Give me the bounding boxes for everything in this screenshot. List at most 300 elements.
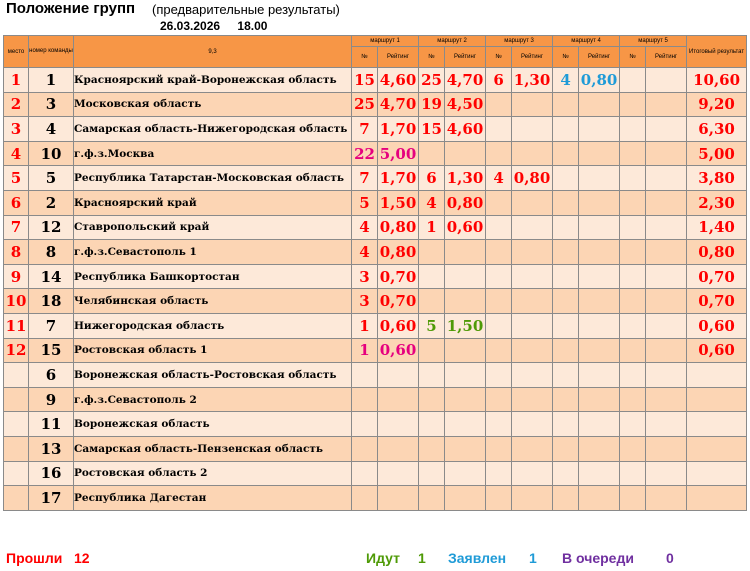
route-5-rating-cell [646, 240, 687, 265]
route-5-rating-cell [646, 289, 687, 314]
table-row [4, 436, 747, 461]
route-2-number-cell [419, 412, 445, 437]
route-3-rating-cell [512, 363, 553, 388]
route-3-number-cell [486, 289, 512, 314]
region-name-cell: Ставропольский край [74, 215, 352, 240]
route-2-number-cell: 15 [419, 117, 445, 142]
total-cell [687, 486, 747, 511]
route-1-rating-cell: 0,80 [378, 240, 419, 265]
route-5-number-cell [620, 338, 646, 363]
route-1-number-cell [352, 436, 378, 461]
route-4-rating-cell [579, 363, 620, 388]
route-5-number-cell [620, 289, 646, 314]
col-header-route-4: маршрут 4 [553, 36, 620, 47]
route-2-rating-cell [445, 461, 486, 486]
route-1-number-cell: 4 [352, 215, 378, 240]
route-3-number-cell [486, 486, 512, 511]
total-cell: 6,30 [687, 117, 747, 142]
route-3-rating-cell [512, 240, 553, 265]
route-2-number-cell [419, 461, 445, 486]
table-row [4, 92, 747, 117]
region-name-cell: Республика Татарстан-Московская область [74, 166, 352, 191]
region-name-cell: г.ф.з.Москва [74, 141, 352, 166]
table-row [4, 363, 747, 388]
route-3-number-cell [486, 338, 512, 363]
region-name-cell: Нижегородская область [74, 313, 352, 338]
route-5-rating-cell [646, 486, 687, 511]
route-4-rating-cell [579, 240, 620, 265]
report-time: 18.00 [237, 19, 268, 33]
route-3-number-cell [486, 117, 512, 142]
place-cell: 10 [4, 289, 29, 314]
place-cell: 8 [4, 240, 29, 265]
route-2-number-cell [419, 387, 445, 412]
region-name-cell: Воронежская область-Ростовская область [74, 363, 352, 388]
route-2-rating-cell [445, 289, 486, 314]
route-3-rating-cell [512, 264, 553, 289]
place-cell [4, 436, 29, 461]
route-4-number-cell [553, 387, 579, 412]
route-4-rating-cell [579, 486, 620, 511]
route-2-rating-cell [445, 240, 486, 265]
col-header-rating: Рейтинг [378, 47, 419, 68]
team-number-cell: 13 [29, 436, 74, 461]
route-1-number-cell: 22 [352, 141, 378, 166]
route-2-rating-cell: 0,60 [445, 215, 486, 240]
table-row [4, 141, 747, 166]
route-1-number-cell: 3 [352, 289, 378, 314]
route-1-rating-cell: 1,50 [378, 190, 419, 215]
route-2-rating-cell: 4,60 [445, 117, 486, 142]
passed-value: 12 [74, 550, 90, 566]
total-cell: 3,80 [687, 166, 747, 191]
route-3-rating-cell [512, 215, 553, 240]
route-4-number-cell [553, 190, 579, 215]
route-3-rating-cell [512, 141, 553, 166]
route-3-rating-cell: 0,80 [512, 166, 553, 191]
region-name-cell: Челябинская область [74, 289, 352, 314]
route-5-rating-cell [646, 166, 687, 191]
route-1-rating-cell: 0,60 [378, 313, 419, 338]
route-2-rating-cell: 0,80 [445, 190, 486, 215]
route-1-number-cell [352, 486, 378, 511]
route-4-rating-cell [579, 461, 620, 486]
route-5-number-cell [620, 412, 646, 437]
route-4-number-cell [553, 215, 579, 240]
route-1-rating-cell: 0,70 [378, 289, 419, 314]
route-5-number-cell [620, 240, 646, 265]
total-cell [687, 412, 747, 437]
route-4-rating-cell [579, 338, 620, 363]
table-row [4, 486, 747, 511]
route-2-number-cell [419, 338, 445, 363]
passed-label: Прошли [6, 550, 63, 566]
total-cell: 1,40 [687, 215, 747, 240]
region-name-cell: Ростовская область 2 [74, 461, 352, 486]
team-number-cell: 6 [29, 363, 74, 388]
route-4-number-cell [553, 240, 579, 265]
route-1-number-cell: 4 [352, 240, 378, 265]
team-number-cell: 3 [29, 92, 74, 117]
route-5-number-cell [620, 387, 646, 412]
route-4-number-cell [553, 486, 579, 511]
route-1-number-cell: 15 [352, 68, 378, 93]
route-2-number-cell [419, 240, 445, 265]
going-value: 1 [418, 550, 426, 566]
col-header-num: № [419, 47, 445, 68]
route-5-rating-cell [646, 363, 687, 388]
region-name-cell: Самарская область-Пензенская область [74, 436, 352, 461]
route-2-rating-cell: 4,50 [445, 92, 486, 117]
col-header-team-number: номер команды [29, 36, 74, 68]
route-1-rating-cell: 0,70 [378, 264, 419, 289]
total-cell: 0,80 [687, 240, 747, 265]
route-3-number-cell [486, 436, 512, 461]
region-name-cell: г.ф.з.Севастополь 1 [74, 240, 352, 265]
route-5-rating-cell [646, 313, 687, 338]
route-5-number-cell [620, 486, 646, 511]
route-5-rating-cell [646, 68, 687, 93]
route-1-rating-cell: 4,70 [378, 92, 419, 117]
col-header-num: № [553, 47, 579, 68]
col-header-num: № [352, 47, 378, 68]
table-row [4, 461, 747, 486]
route-2-rating-cell [445, 387, 486, 412]
route-4-number-cell [553, 92, 579, 117]
route-3-rating-cell [512, 313, 553, 338]
region-name-cell: Московская область [74, 92, 352, 117]
route-3-number-cell [486, 313, 512, 338]
route-4-rating-cell [579, 289, 620, 314]
route-1-number-cell [352, 461, 378, 486]
route-4-rating-cell: 0,80 [579, 68, 620, 93]
place-cell: 3 [4, 117, 29, 142]
page-subtitle: (предварительные результаты) [152, 2, 340, 17]
region-name-cell: Самарская область-Нижегородская область [74, 117, 352, 142]
place-cell [4, 461, 29, 486]
col-header-route-5: маршрут 5 [620, 36, 687, 47]
route-1-number-cell [352, 412, 378, 437]
date-time [160, 19, 281, 33]
route-3-rating-cell [512, 92, 553, 117]
route-1-number-cell [352, 363, 378, 388]
route-1-number-cell: 1 [352, 313, 378, 338]
report-date: 26.03.2026 [160, 19, 221, 33]
route-1-number-cell [352, 387, 378, 412]
route-3-number-cell [486, 240, 512, 265]
route-2-rating-cell [445, 412, 486, 437]
route-2-number-cell [419, 436, 445, 461]
route-3-rating-cell [512, 461, 553, 486]
going-label: Идут [366, 550, 400, 566]
region-name-cell: Красноярский край [74, 190, 352, 215]
col-header-total: Итоговый результат [687, 36, 747, 68]
col-header-num: № [486, 47, 512, 68]
place-cell: 5 [4, 166, 29, 191]
route-2-rating-cell [445, 363, 486, 388]
team-number-cell: 1 [29, 68, 74, 93]
col-header-rating: Рейтинг [512, 47, 553, 68]
route-2-number-cell: 4 [419, 190, 445, 215]
route-5-rating-cell [646, 461, 687, 486]
route-5-number-cell [620, 117, 646, 142]
route-2-rating-cell [445, 338, 486, 363]
route-2-number-cell: 5 [419, 313, 445, 338]
table-row [4, 240, 747, 265]
route-5-rating-cell [646, 436, 687, 461]
col-header-rating: Рейтинг [646, 47, 687, 68]
total-cell: 9,20 [687, 92, 747, 117]
route-2-number-cell [419, 264, 445, 289]
route-3-rating-cell [512, 117, 553, 142]
route-5-number-cell [620, 92, 646, 117]
col-header-rating: Рейтинг [579, 47, 620, 68]
route-1-rating-cell: 1,70 [378, 166, 419, 191]
route-4-number-cell: 4 [553, 68, 579, 93]
route-5-rating-cell [646, 117, 687, 142]
total-cell: 0,60 [687, 313, 747, 338]
place-cell: 7 [4, 215, 29, 240]
table-row [4, 412, 747, 437]
route-3-number-cell: 6 [486, 68, 512, 93]
col-header-rating: Рейтинг [445, 47, 486, 68]
route-2-rating-cell: 4,70 [445, 68, 486, 93]
declared-value: 1 [529, 550, 537, 566]
route-4-number-cell [553, 338, 579, 363]
total-cell: 0,70 [687, 289, 747, 314]
table-row [4, 289, 747, 314]
route-2-number-cell: 25 [419, 68, 445, 93]
place-cell [4, 486, 29, 511]
place-cell: 4 [4, 141, 29, 166]
route-1-rating-cell [378, 387, 419, 412]
col-header-num: № [620, 47, 646, 68]
team-number-cell: 2 [29, 190, 74, 215]
place-cell [4, 387, 29, 412]
region-name-cell: Красноярский край-Воронежская область [74, 68, 352, 93]
team-number-cell: 18 [29, 289, 74, 314]
route-5-number-cell [620, 190, 646, 215]
route-2-number-cell: 1 [419, 215, 445, 240]
route-1-number-cell: 25 [352, 92, 378, 117]
place-cell: 9 [4, 264, 29, 289]
route-3-number-cell [486, 190, 512, 215]
route-3-rating-cell [512, 190, 553, 215]
route-3-number-cell [486, 264, 512, 289]
header [0, 0, 750, 36]
col-header-region: 9,3 [74, 36, 352, 68]
route-2-number-cell [419, 141, 445, 166]
route-2-rating-cell [445, 486, 486, 511]
region-name-cell: Республика Дагестан [74, 486, 352, 511]
table-row [4, 387, 747, 412]
route-2-number-cell [419, 289, 445, 314]
route-1-number-cell: 3 [352, 264, 378, 289]
route-1-number-cell: 7 [352, 117, 378, 142]
route-1-number-cell: 7 [352, 166, 378, 191]
route-3-number-cell [486, 215, 512, 240]
region-name-cell: Республика Башкортостан [74, 264, 352, 289]
route-3-rating-cell [512, 338, 553, 363]
total-cell: 5,00 [687, 141, 747, 166]
total-cell: 2,30 [687, 190, 747, 215]
col-header-route-1: маршрут 1 [352, 36, 419, 47]
route-3-number-cell [486, 141, 512, 166]
route-4-rating-cell [579, 141, 620, 166]
route-4-number-cell [553, 141, 579, 166]
standings-table [3, 35, 747, 511]
header-row-1 [4, 36, 747, 47]
route-4-number-cell [553, 363, 579, 388]
route-2-number-cell [419, 486, 445, 511]
route-2-number-cell: 6 [419, 166, 445, 191]
total-cell [687, 363, 747, 388]
route-1-rating-cell: 0,60 [378, 338, 419, 363]
route-5-number-cell [620, 461, 646, 486]
region-name-cell: г.ф.з.Севастополь 2 [74, 387, 352, 412]
declared-label: Заявлен [448, 550, 507, 566]
page-title: Положение групп [6, 0, 136, 17]
route-5-number-cell [620, 68, 646, 93]
route-3-rating-cell [512, 387, 553, 412]
col-header-route-2: маршрут 2 [419, 36, 486, 47]
route-5-number-cell [620, 215, 646, 240]
team-number-cell: 17 [29, 486, 74, 511]
route-3-rating-cell [512, 436, 553, 461]
route-5-number-cell [620, 264, 646, 289]
route-5-number-cell [620, 141, 646, 166]
route-4-rating-cell [579, 190, 620, 215]
col-header-route-3: маршрут 3 [486, 36, 553, 47]
route-3-number-cell [486, 387, 512, 412]
route-5-number-cell [620, 363, 646, 388]
route-4-number-cell [553, 436, 579, 461]
route-4-rating-cell [579, 387, 620, 412]
route-3-rating-cell [512, 486, 553, 511]
route-4-rating-cell [579, 92, 620, 117]
place-cell [4, 363, 29, 388]
route-5-rating-cell [646, 338, 687, 363]
route-3-rating-cell [512, 289, 553, 314]
route-4-number-cell [553, 264, 579, 289]
team-number-cell: 9 [29, 387, 74, 412]
team-number-cell: 11 [29, 412, 74, 437]
place-cell: 11 [4, 313, 29, 338]
region-name-cell: Воронежская область [74, 412, 352, 437]
route-2-rating-cell [445, 436, 486, 461]
total-cell: 10,60 [687, 68, 747, 93]
route-4-rating-cell [579, 412, 620, 437]
route-4-number-cell [553, 117, 579, 142]
route-4-rating-cell [579, 436, 620, 461]
team-number-cell: 16 [29, 461, 74, 486]
route-5-number-cell [620, 436, 646, 461]
route-5-rating-cell [646, 141, 687, 166]
route-4-rating-cell [579, 117, 620, 142]
table-row [4, 338, 747, 363]
route-1-rating-cell: 0,80 [378, 215, 419, 240]
route-4-rating-cell [579, 313, 620, 338]
route-1-rating-cell: 5,00 [378, 141, 419, 166]
route-3-rating-cell [512, 412, 553, 437]
route-5-rating-cell [646, 264, 687, 289]
total-cell [687, 461, 747, 486]
table-row [4, 117, 747, 142]
route-5-rating-cell [646, 215, 687, 240]
route-1-rating-cell: 4,60 [378, 68, 419, 93]
route-2-rating-cell: 1,50 [445, 313, 486, 338]
team-number-cell: 10 [29, 141, 74, 166]
route-1-rating-cell [378, 461, 419, 486]
table-row [4, 166, 747, 191]
route-3-number-cell [486, 412, 512, 437]
team-number-cell: 4 [29, 117, 74, 142]
route-1-rating-cell [378, 486, 419, 511]
place-cell: 6 [4, 190, 29, 215]
route-4-number-cell [553, 412, 579, 437]
route-5-rating-cell [646, 92, 687, 117]
route-4-rating-cell [579, 215, 620, 240]
standings-body [4, 68, 747, 511]
route-5-rating-cell [646, 412, 687, 437]
route-5-rating-cell [646, 190, 687, 215]
region-name-cell: Ростовская область 1 [74, 338, 352, 363]
route-4-number-cell [553, 313, 579, 338]
route-4-number-cell [553, 289, 579, 314]
route-3-number-cell [486, 92, 512, 117]
total-cell: 0,60 [687, 338, 747, 363]
route-4-rating-cell [579, 166, 620, 191]
team-number-cell: 12 [29, 215, 74, 240]
total-cell: 0,70 [687, 264, 747, 289]
team-number-cell: 7 [29, 313, 74, 338]
route-1-number-cell: 5 [352, 190, 378, 215]
route-2-number-cell: 19 [419, 92, 445, 117]
route-4-number-cell [553, 166, 579, 191]
queue-label: В очереди [562, 550, 634, 566]
col-header-place: место [4, 36, 29, 68]
route-5-rating-cell [646, 387, 687, 412]
route-3-number-cell [486, 363, 512, 388]
route-3-number-cell [486, 461, 512, 486]
place-cell [4, 412, 29, 437]
total-cell [687, 387, 747, 412]
queue-value: 0 [666, 550, 674, 566]
table-row [4, 68, 747, 93]
route-1-number-cell: 1 [352, 338, 378, 363]
route-3-number-cell: 4 [486, 166, 512, 191]
place-cell: 2 [4, 92, 29, 117]
team-number-cell: 14 [29, 264, 74, 289]
table-row [4, 215, 747, 240]
total-cell [687, 436, 747, 461]
table-row [4, 190, 747, 215]
team-number-cell: 5 [29, 166, 74, 191]
route-1-rating-cell: 1,70 [378, 117, 419, 142]
route-4-rating-cell [579, 264, 620, 289]
route-5-number-cell [620, 313, 646, 338]
team-number-cell: 8 [29, 240, 74, 265]
place-cell: 1 [4, 68, 29, 93]
route-1-rating-cell [378, 436, 419, 461]
route-1-rating-cell [378, 363, 419, 388]
route-2-rating-cell: 1,30 [445, 166, 486, 191]
place-cell: 12 [4, 338, 29, 363]
table-row [4, 313, 747, 338]
route-4-number-cell [553, 461, 579, 486]
summary-footer [0, 550, 750, 570]
route-2-rating-cell [445, 264, 486, 289]
